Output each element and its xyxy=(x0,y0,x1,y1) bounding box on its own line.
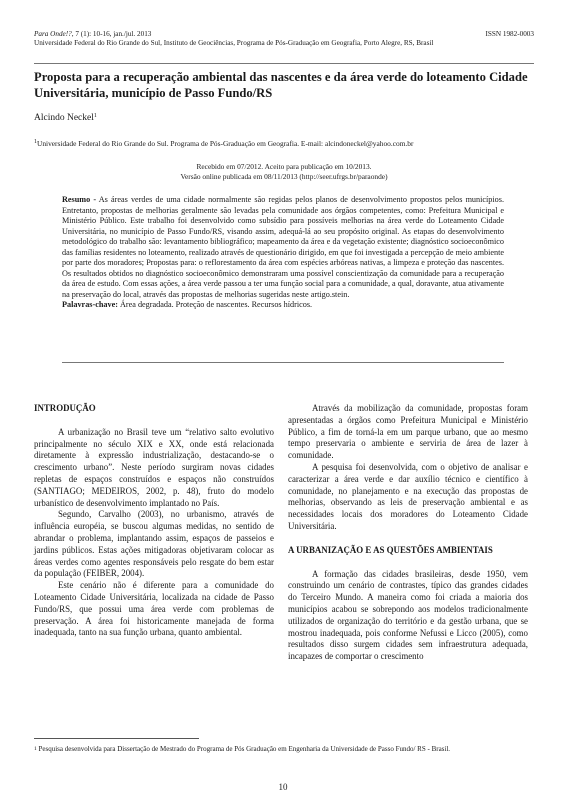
author-name: Alcindo Neckel xyxy=(34,113,94,123)
running-header xyxy=(34,30,534,48)
footnote xyxy=(34,745,534,754)
paragraph: A formação das cidades brasileiras, desde 1950, vem construindo um cenário de contrastes, típico das grandes cidades do Terceiro Mundo. A maneira como foi criada a maioria dos municípios acabou se sobrepondo aos modelos tradicionalmente utilizados de organização do território e da gestão urbana, que se mostrou inadequada, pois conforme Nefussi e Licco (2005), como resultados disso surgem cidades sem infraestrutura adequada, incapazes de comportar o crescimento xyxy=(288,568,528,662)
left-column xyxy=(34,403,274,639)
abstract xyxy=(62,195,504,311)
issn: ISSN 1982-0003 xyxy=(485,30,534,38)
affiliation-mark: 1 xyxy=(34,139,37,145)
affiliation-text: Universidade Federal do Rio Grande do Sul. Programa de Pós-Graduação em Geografia. E-mail: alcindoneckel@yahoo.com.br xyxy=(37,139,414,148)
paragraph: Através da mobilização da comunidade, propostas foram apresentadas a órgãos como Prefeitura Municipal e Ministério Público, a fim de torná-la em um parque urbano, que ao mesmo tempo preservaria o ambiente e serviria de área de lazer à comunidade. xyxy=(288,403,528,461)
received-line: Recebido em 07/2012. Aceito para publicação em 10/2013. xyxy=(196,162,372,171)
right-column xyxy=(288,403,528,663)
paragraph: Este cenário não é diferente para a comunidade do Loteamento Cidade Universitária, localizada na cidade de Passo Fundo/RS, que possui uma área verde com problemas de preservação. A área foi historicamente manejada de forma inadequada, tanto na sua função urbana, quanto ambiental. xyxy=(34,580,274,638)
journal-citation xyxy=(34,30,534,39)
abstract-divider xyxy=(62,362,504,363)
paragraph: A pesquisa foi desenvolvida, com o objetivo de analisar e caracterizar a área verde e dar auxílio técnico e científico à comunidade, no planejamento e na execução das propostas de melhorias, observando as leis de preservação ambiental e as necessidades locais dos moradores do Loteamento Cidade Universitária. xyxy=(288,461,528,531)
online-line: Versão online publicada em 08/11/2013 (http://seer.ufrgs.br/paraonde) xyxy=(180,171,388,181)
keywords xyxy=(62,300,504,311)
intro-heading: INTRODUÇÃO xyxy=(34,403,96,413)
author-footnote-mark: 1 xyxy=(93,113,97,119)
footnote-mark: 1 xyxy=(34,746,37,752)
page-number: 10 xyxy=(278,782,288,792)
journal-name: Para Onde!? xyxy=(34,30,72,38)
abstract-text xyxy=(62,195,504,300)
header-divider xyxy=(34,63,534,64)
journal-issue: , 7 (1): 10-16, jan./jul. 2013 xyxy=(71,30,152,38)
footnote-divider xyxy=(34,738,199,739)
keywords-label: Palavras-chave: xyxy=(62,300,118,309)
keywords-text: Área degradada. Proteção de nascentes. Recursos hídricos. xyxy=(117,300,313,309)
institution: Universidade Federal do Rio Grande do Sul, Instituto de Geociências, Programa de Pós-Graduação em Geografia, Porto Alegre, RS, Brasil xyxy=(34,39,434,47)
section-heading: A URBANIZAÇÃO E AS QUESTÕES AMBIENTAIS xyxy=(288,544,493,555)
author xyxy=(34,113,97,123)
publication-dates xyxy=(34,162,534,181)
paragraph: Segundo, Carvalho (2003), no urbanismo, através de influência européia, se buscou algumas medidas, no sentido de abrandar o problema, implantando assim, espaços de passeios e jardins públicos. Estas ações mitigadoras objetivaram colocar as áreas verdes como agentes responsáveis pelo resgate do bem estar da população (FEIBER, 2004). xyxy=(34,509,274,579)
paragraph: A urbanização no Brasil teve um “relativo salto evolutivo principalmente no século XIX e XX, onde está relacionada diretamente à expressão industrialização, destacando-se o crescimento urbano”. Neste período surgiram novas cidades repletas de espaços construídos e espaços não construídos (SANTIAGO; MEDEIROS, 2002, p. 48), fruto do modelo urbanístico de desenvolvimento implantado no País. xyxy=(34,426,274,508)
abstract-body: As áreas verdes de uma cidade normalmente são regidas pelos planos de desenvolvimento propostos pelos municípios. Entretanto, propostas de melhorias geralmente são levadas pela comunidade aos órgãos competentes, como: Prefeitura Municipal e Ministério Público. Este trabalho foi desenvolvido como subsídio para possíveis melhorias na área verde do Loteamento Cidade Universitária, no município de Passo Fundo/RS, visando assim, adequá-lá ao seu propósito original. As etapas do desenvolvimento metodológico do trabalho são: levantamento bibliográfico; mapeamento da área e da vegetação existente; diagnóstico socioeconômico das famílias residentes no loteamento, realizado através de questionário dirigido, em que foi investigada a percepção de meio ambiente por parte dos moradores; Propostas para: o reflorestamento da área com espécies arbóreas nativas, a limpeza e proteção das nascentes. Os resultados obtidos no diagnóstico socioeconômico demonstraram uma possível conscientização da comunidade para a recuperação da área de estudo. Com essas ações, a área verde passou a ter uma função social para a comunidade, a qual, doravante, atua ativamente na preservação do local, através das propostas de melhorias sugeridas neste artigo.stein. xyxy=(62,195,504,299)
abstract-label: Resumo - xyxy=(62,195,97,204)
article-title: Proposta para a recuperação ambiental das nascentes e da área verde do loteamento Cidade Universitária, município de Passo Fundo/RS xyxy=(34,70,528,100)
footnote-text: Pesquisa desenvolvida para Dissertação de Mestrado do Programa de Pós Graduação em Engenharia da Universidade de Passo Fundo/ RS - Brasil. xyxy=(36,745,451,753)
affiliation xyxy=(34,139,534,148)
